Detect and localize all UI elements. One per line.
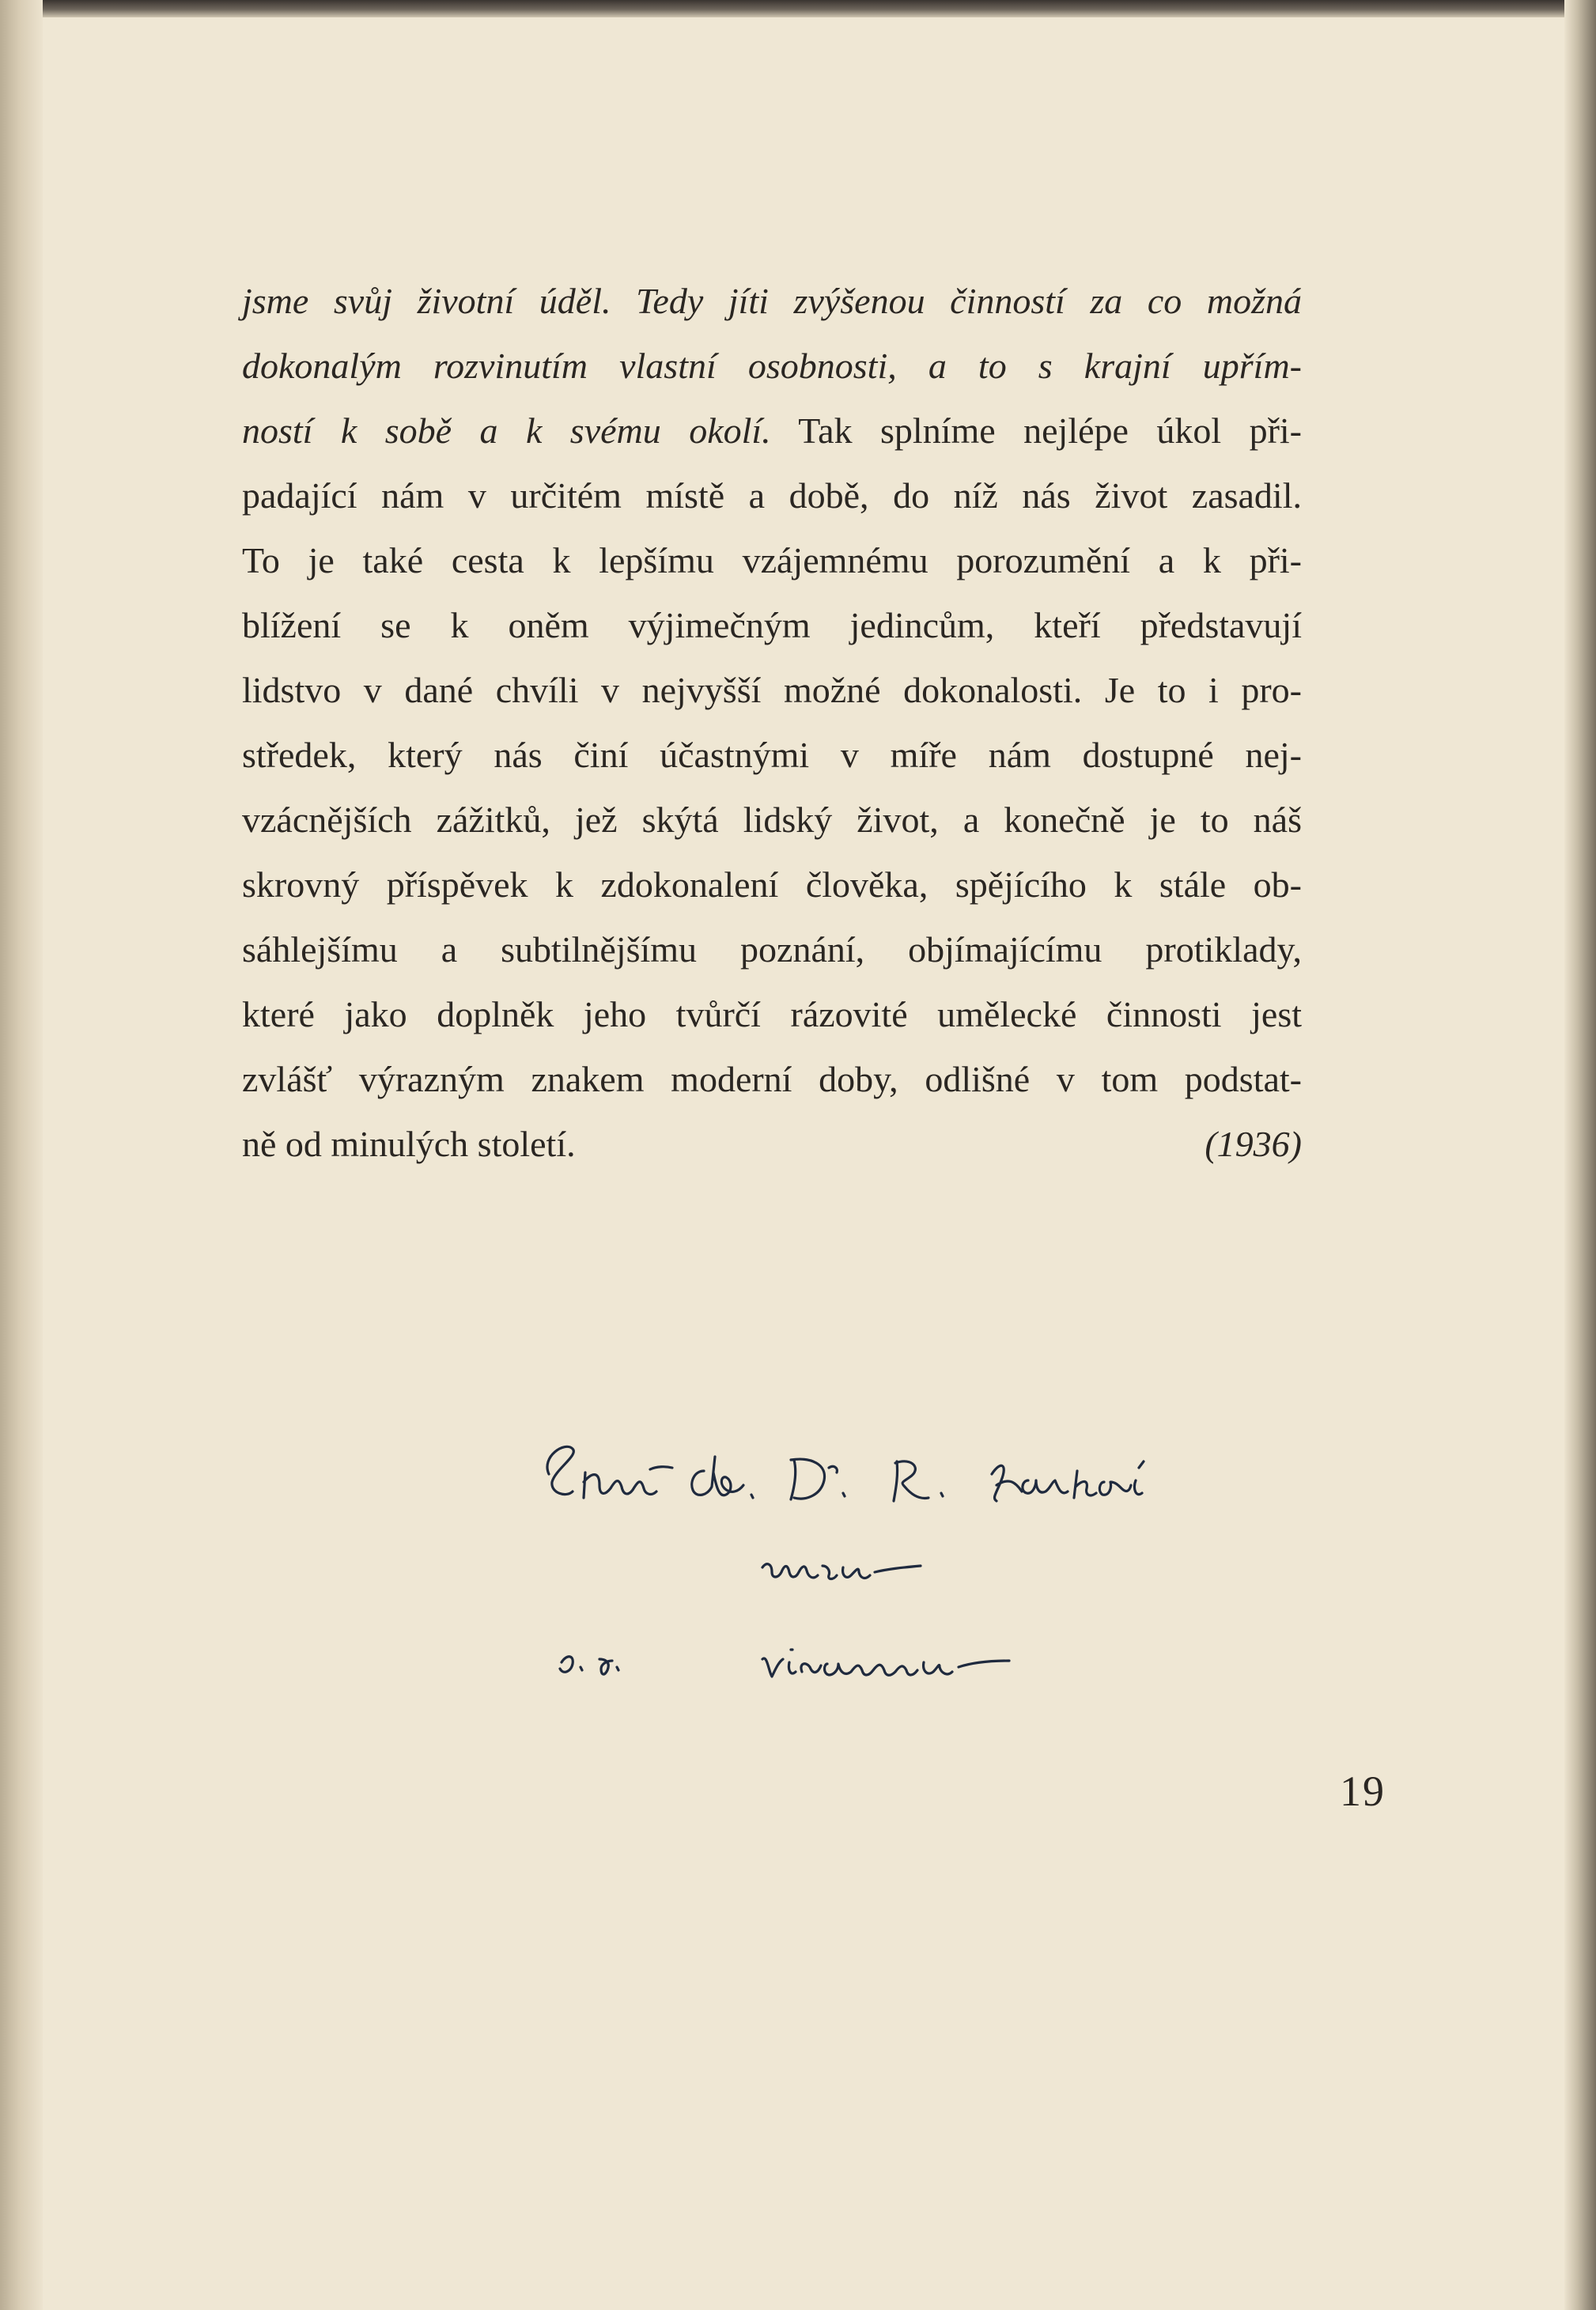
roman-text: ně od minulých století. — [242, 1124, 576, 1164]
text-line-8 — [242, 723, 1302, 788]
text-line-9 — [242, 788, 1302, 853]
italic-text: ností k sobě a k svému okolí. — [242, 410, 771, 451]
roman-text: vzácnějších zážitků, jež skýtá lidský život, a konečně je to náš — [242, 800, 1302, 840]
text-line-14 — [242, 1112, 1302, 1177]
text-line-4 — [242, 463, 1302, 528]
roman-text: skrovný příspěvek k zdokonalení člověka, spějícího k stále ob- — [242, 864, 1302, 905]
roman-text: zvlášť výrazným znakem moderní doby, odlišné v tom podstat- — [242, 1059, 1302, 1099]
inscription-line-1 — [547, 1446, 1144, 1501]
handwritten-inscription — [517, 1425, 1229, 1726]
text-line-7 — [242, 658, 1302, 723]
roman-text: středek, který nás činí účastnými v míře nám dostupné nej- — [242, 735, 1302, 775]
text-line-3 — [242, 399, 1302, 463]
italic-text: jsme svůj životní úděl. Tedy jíti zvýšenou činností za co možná — [242, 281, 1302, 321]
text-line-5 — [242, 528, 1302, 593]
book-page — [43, 17, 1564, 2310]
text-line-11 — [242, 917, 1302, 982]
italic-text: dokonalým rozvinutím vlastní osobnosti, a to s krajní upřím- — [242, 346, 1302, 386]
roman-text: Tak splníme nejlépe úkol při- — [770, 410, 1302, 451]
inscription-line-2 — [762, 1564, 921, 1579]
publication-year: (1936) — [1205, 1124, 1302, 1164]
scan-left-edge — [0, 0, 43, 2310]
text-line-10 — [242, 853, 1302, 917]
text-line-2 — [242, 334, 1302, 399]
text-line-13 — [242, 1047, 1302, 1112]
roman-text: blížení se k oněm výjimečným jedincům, kteří představují — [242, 605, 1302, 645]
roman-text: sáhlejšímu a subtilnějšímu poznání, objímajícímu protiklady, — [242, 929, 1302, 970]
scan-top-edge — [0, 0, 1596, 17]
roman-text: lidstvo v dané chvíli v nejvyšší možné dokonalosti. Je to i pro- — [242, 670, 1302, 710]
text-line-12 — [242, 982, 1302, 1047]
scan-right-edge — [1564, 0, 1596, 2310]
page-number: 19 — [1340, 1767, 1386, 1815]
text-line-1 — [242, 269, 1302, 334]
body-text — [242, 269, 1302, 1177]
text-line-6 — [242, 593, 1302, 658]
roman-text: To je také cesta k lepšímu vzájemnému porozumění a k při- — [242, 540, 1302, 580]
roman-text: které jako doplněk jeho tvůrčí rázovité umělecké činnosti jest — [242, 994, 1302, 1034]
roman-text: padající nám v určitém místě a době, do níž nás život zasadil. — [242, 475, 1302, 516]
inscription-line-3 — [560, 1650, 1009, 1677]
